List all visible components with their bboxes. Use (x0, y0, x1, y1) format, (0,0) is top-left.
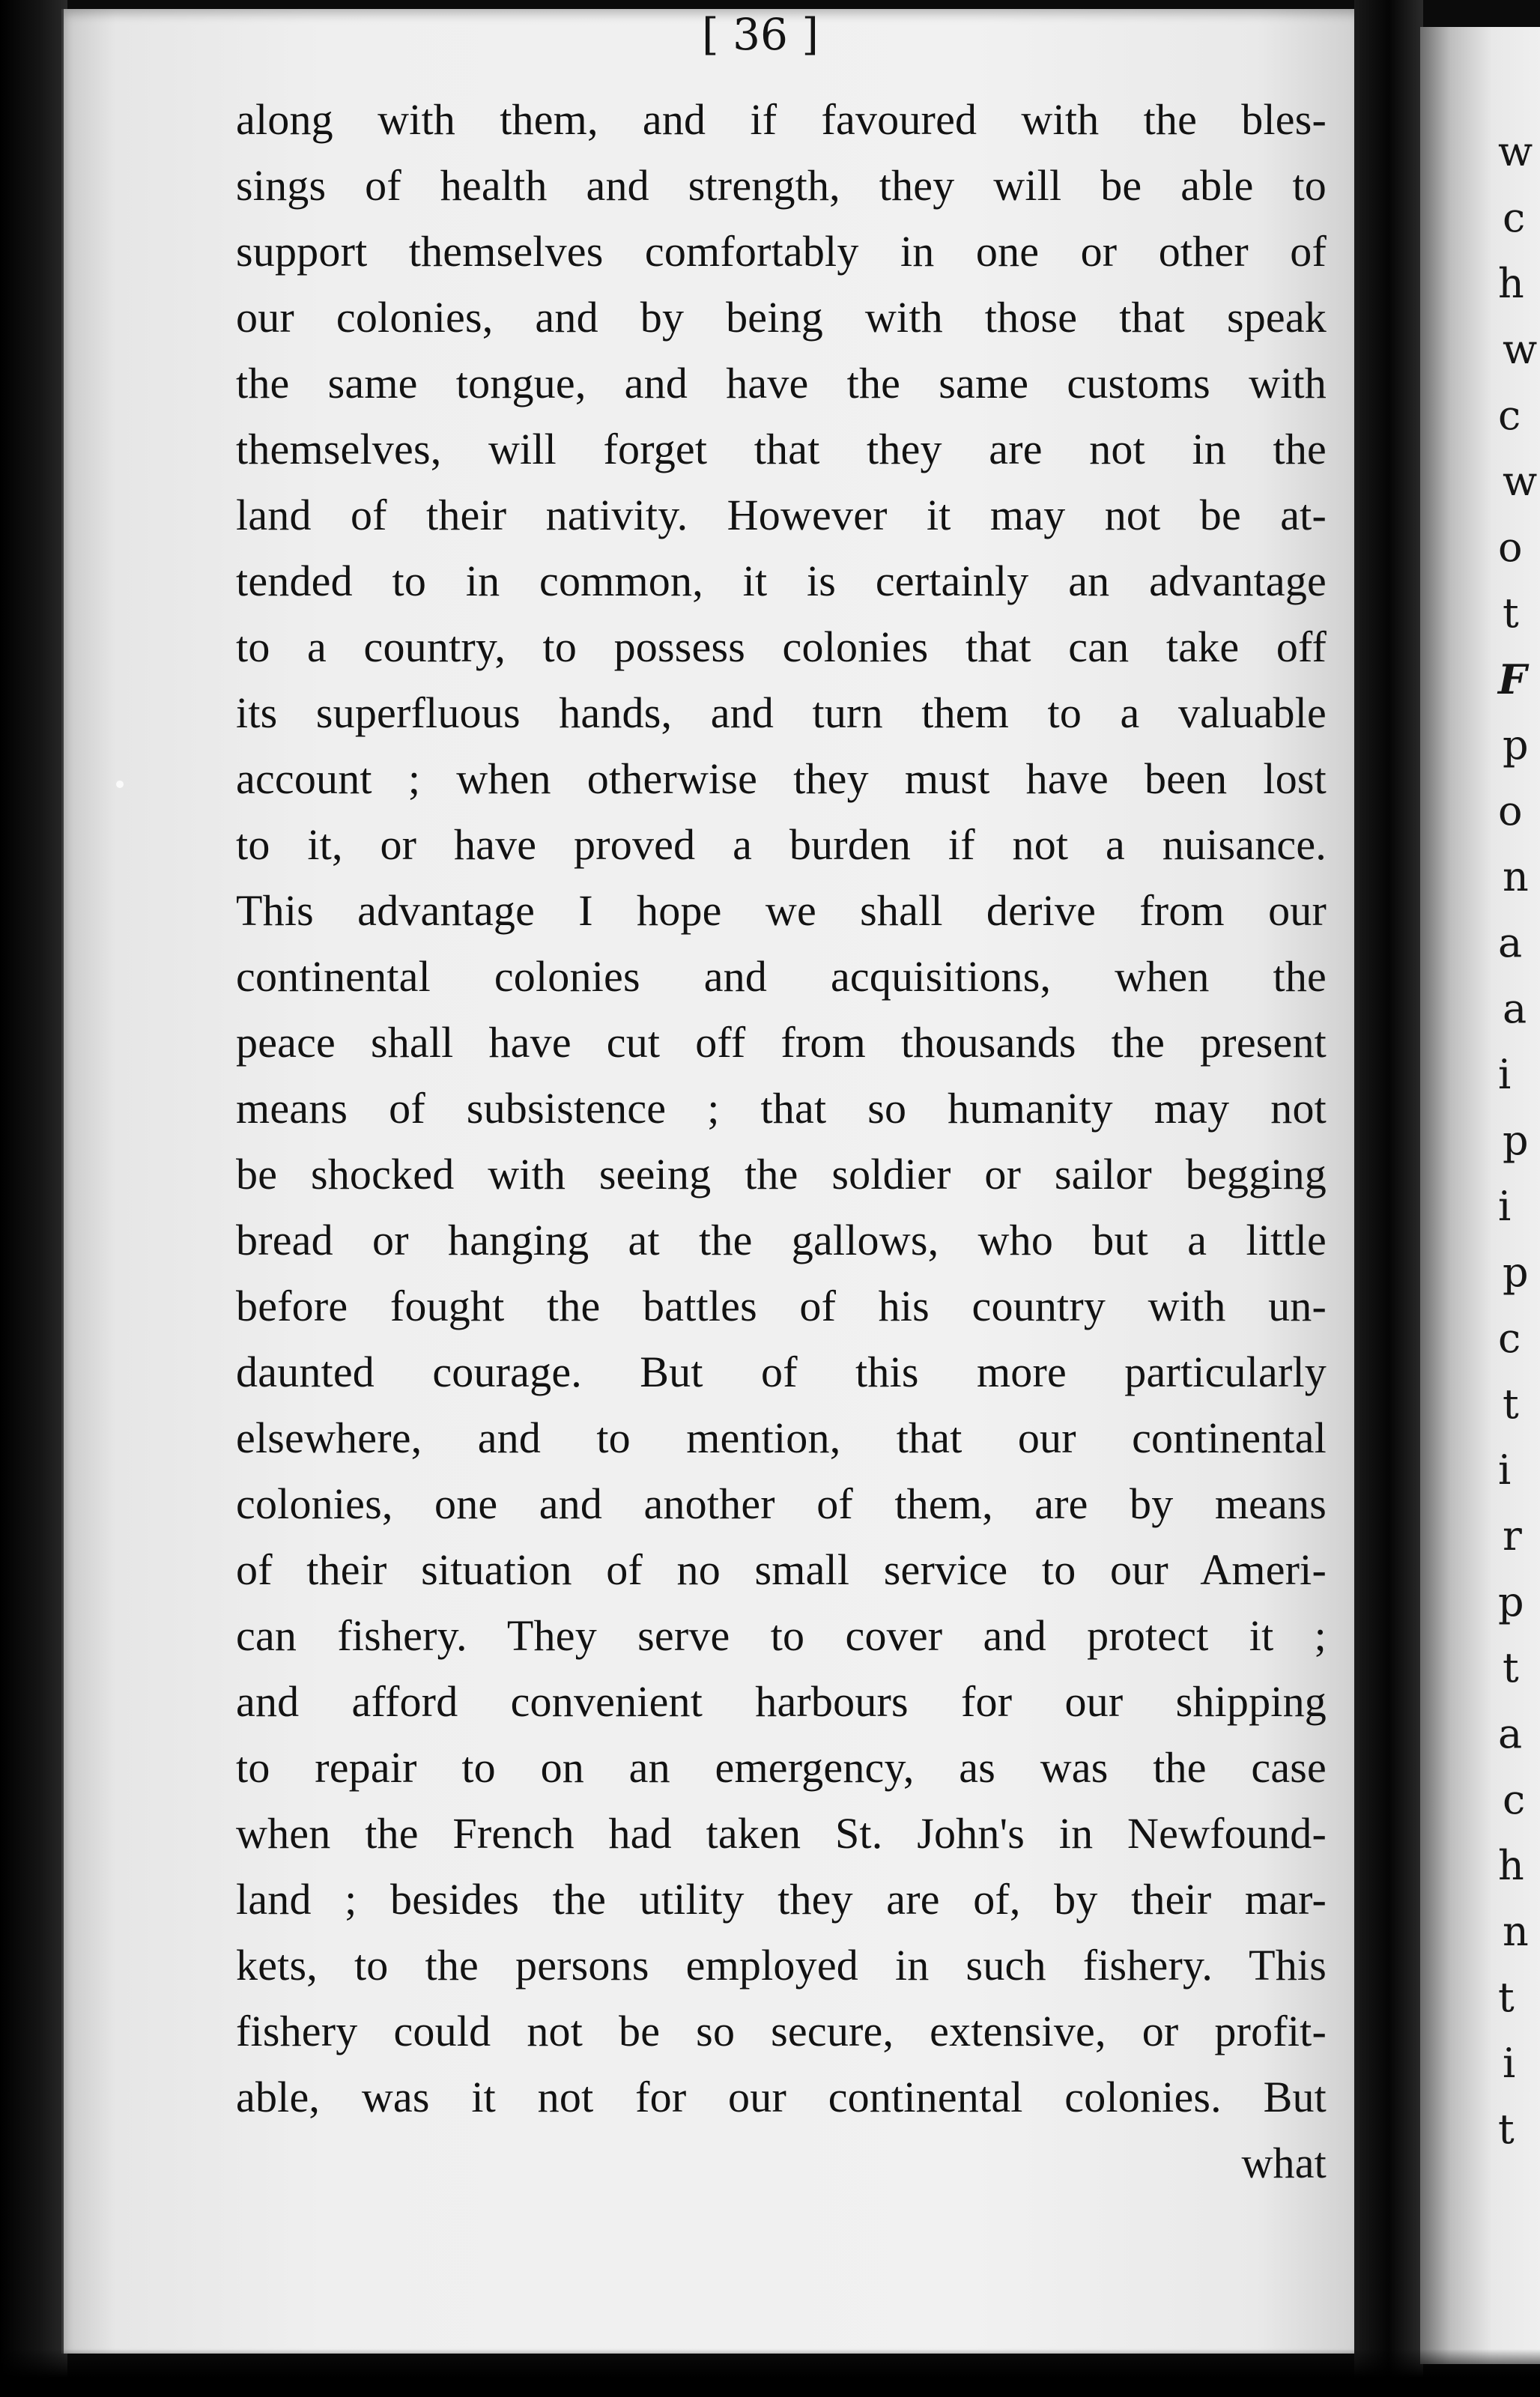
bottom-edge (0, 2349, 1540, 2397)
facing-page-letter: w (1503, 326, 1538, 373)
facing-page-letter: F (1498, 655, 1527, 703)
book-page (61, 9, 1361, 2354)
text-line: to a country, to possess colonies that can take off (236, 622, 1327, 671)
text-line: our colonies, and by being with those that speak (236, 293, 1327, 342)
facing-page-letter: t (1503, 1381, 1519, 1428)
facing-page-letter: w (1498, 128, 1533, 175)
facing-page-letter: c (1498, 392, 1521, 439)
text-line: land of their nativity. However it may not be at- (236, 491, 1327, 539)
text-line: fishery could not be so secure, extensive, or profit- (236, 2007, 1327, 2055)
text-line: its superfluous hands, and turn them to a valuable (236, 688, 1327, 737)
facing-page-letter: a (1498, 1710, 1523, 1757)
catchword: what (1241, 2139, 1327, 2187)
facing-page-letter: i (1498, 1051, 1512, 1098)
text-line: kets, to the persons employed in such fishery. This (236, 1941, 1327, 1990)
text-line: means of subsistence ; that so humanity may not (236, 1084, 1327, 1133)
text-line: daunted courage. But of this more particularly (236, 1348, 1327, 1396)
facing-page-letter: t (1503, 1644, 1519, 1691)
facing-page-letter: a (1503, 985, 1527, 1032)
facing-page-letter: c (1498, 1315, 1521, 1362)
page-gutter (1354, 0, 1423, 2397)
facing-page-letter: i (1498, 1183, 1512, 1230)
facing-page-letter: i (1498, 1446, 1512, 1494)
facing-page-letter: t (1498, 2106, 1515, 2153)
facing-page-letter: o (1498, 524, 1523, 571)
text-line: of their situation of no small service to our Ameri- (236, 1545, 1327, 1594)
text-line: This advantage I hope we shall derive from our (236, 886, 1327, 935)
text-line: themselves, will forget that they are not in the (236, 425, 1327, 473)
facing-page-letter: c (1503, 194, 1526, 241)
facing-page-letter: p (1503, 721, 1529, 769)
facing-page-letter: t (1498, 1974, 1515, 2021)
text-line: bread or hanging at the gallows, who but a little (236, 1216, 1327, 1264)
facing-page-letter: h (1498, 1842, 1524, 1889)
text-line: able, was it not for our continental colonies. But (236, 2073, 1327, 2121)
facing-page-letter: n (1503, 853, 1529, 900)
text-line: and afford convenient harbours for our shipping (236, 1677, 1327, 1726)
text-line: elsewhere, and to mention, that our continental (236, 1413, 1327, 1462)
facing-page-letter: p (1503, 1249, 1529, 1296)
text-line: colonies, one and another of them, are by means (236, 1479, 1327, 1528)
text-line: continental colonies and acquisitions, when the (236, 952, 1327, 1001)
facing-page-letter: w (1503, 458, 1538, 505)
text-line: support themselves comfortably in one or other of (236, 227, 1327, 276)
facing-page-letter: r (1503, 1512, 1522, 1560)
text-line: to repair to on an emergency, as was the case (236, 1743, 1327, 1792)
text-line: account ; when otherwise they must have been lost (236, 754, 1327, 803)
facing-page-letter: a (1498, 919, 1523, 966)
facing-page-letter: o (1498, 787, 1523, 834)
facing-page-letter: n (1503, 1908, 1529, 1955)
facing-page-letter: i (1503, 2040, 1516, 2087)
text-line: peace shall have cut off from thousands the present (236, 1018, 1327, 1067)
facing-page-letter: h (1498, 260, 1524, 307)
text-line: when the French had taken St. John's in Newfound- (236, 1809, 1327, 1858)
binding-edge (0, 0, 67, 2397)
page-number: [ 36 ] (702, 9, 819, 60)
text-line: before fought the battles of his country with un- (236, 1282, 1327, 1330)
text-line: tended to in common, it is certainly an advantage (236, 557, 1327, 605)
facing-page-fragment (1420, 27, 1540, 2364)
text-line: be shocked with seeing the soldier or sailor begging (236, 1150, 1327, 1198)
text-line: along with them, and if favoured with the bles- (236, 95, 1327, 144)
facing-page-letter: c (1503, 1776, 1526, 1823)
text-line: sings of health and strength, they will be able to (236, 161, 1327, 210)
text-line: land ; besides the utility they are of, by their mar- (236, 1875, 1327, 1924)
paper-speck (116, 781, 124, 788)
facing-page-letter: p (1503, 1117, 1529, 1164)
text-line: can fishery. They serve to cover and protect it ; (236, 1611, 1327, 1660)
facing-page-letter: t (1503, 590, 1519, 637)
text-line: the same tongue, and have the same customs with (236, 359, 1327, 407)
text-line: to it, or have proved a burden if not a nuisance. (236, 820, 1327, 869)
facing-page-letter: p (1498, 1578, 1524, 1625)
body-text (236, 87, 1327, 2196)
